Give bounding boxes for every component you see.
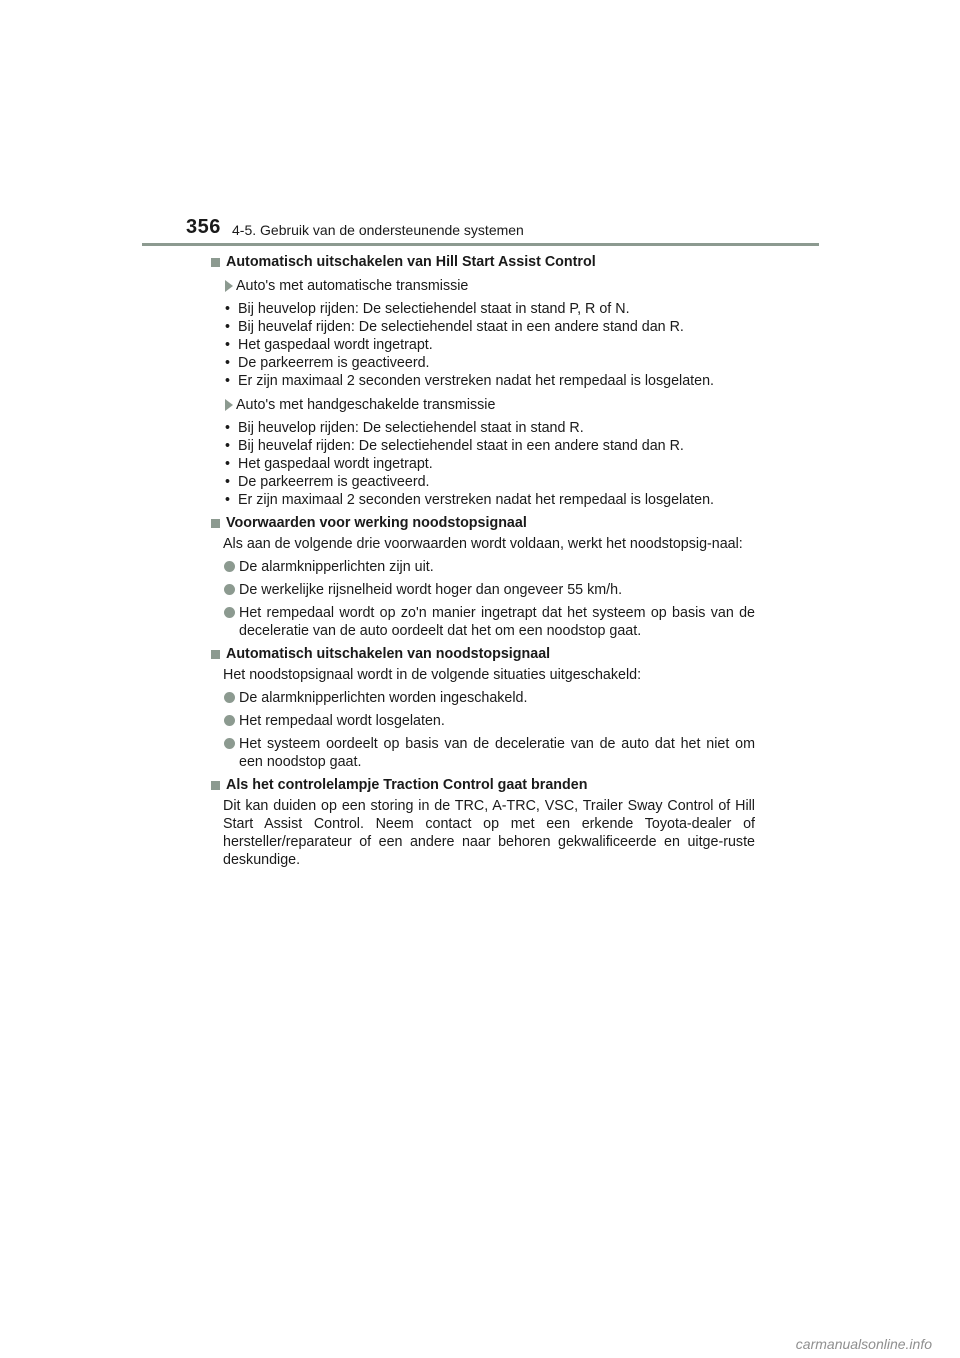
list-item-text: De alarmknipperlichten worden ingeschakeld. — [239, 690, 528, 706]
list-item: • Het gaspedaal wordt ingetrapt. — [225, 456, 433, 472]
section-title-text: Voorwaarden voor werking noodstopsignaal — [226, 515, 527, 531]
section-title-text: Als het controlelampje Traction Control gaat branden — [226, 777, 588, 793]
list-item-text: De werkelijke rijsnelheid wordt hoger dan ongeveer 55 km/h. — [239, 582, 623, 598]
square-bullet-icon — [211, 519, 220, 528]
section-body: Dit kan duiden op een storing in de TRC, A-TRC, VSC, Trailer Sway Control of Hill Start Assist Control. Neem contact op met een erkende Toyota-dealer of hersteller/reparateur of een andere naar behoren gekwalificeerde en uitge-ruste deskundige. — [223, 798, 755, 868]
section-title — [210, 776, 755, 794]
circle-bullet-icon — [224, 715, 235, 726]
list-item: • Er zijn maximaal 2 seconden verstreken nadat het rempedaal is losgelaten. — [225, 373, 715, 389]
section-traction-control-light — [210, 776, 755, 869]
triangle-right-icon — [225, 399, 233, 411]
list-item — [223, 581, 755, 599]
subheading-text: Auto's met handgeschakelde transmissie — [236, 397, 496, 413]
triangle-right-icon — [225, 280, 233, 292]
list-item-text: Er zijn maximaal 2 seconden verstreken nadat het rempedaal is losgelaten. — [238, 492, 715, 508]
chapter-title: 4-5. Gebruik van de ondersteunende systemen — [232, 222, 524, 238]
square-bullet-icon — [211, 258, 220, 267]
list-item: • Het gaspedaal wordt ingetrapt. — [225, 337, 433, 353]
list-item-text: Bij heuvelaf rijden: De selectiehendel staat in een andere stand dan R. — [238, 438, 684, 454]
page-header — [186, 216, 818, 246]
header-rule — [142, 243, 819, 246]
list-item-text: De parkeerrem is geactiveerd. — [238, 474, 430, 490]
list-item: • De parkeerrem is geactiveerd. — [225, 355, 430, 371]
list-item — [223, 689, 755, 707]
page-content — [210, 253, 755, 869]
list-item-text: Bij heuvelaf rijden: De selectiehendel staat in een andere stand dan R. — [238, 319, 684, 335]
circle-bullet-icon — [224, 584, 235, 595]
subheading — [223, 396, 755, 414]
list-item — [223, 604, 755, 640]
section-hill-start-assist — [210, 253, 755, 509]
list-item: • De parkeerrem is geactiveerd. — [225, 474, 430, 490]
list-item — [223, 735, 755, 771]
list-item-text: Het rempedaal wordt losgelaten. — [239, 713, 445, 729]
list-item-text: Het rempedaal wordt op zo'n manier ingetrapt dat het systeem op basis van de deceleratie van de auto oordeelt dat het om een noodstop gaat. — [239, 605, 755, 639]
list-item-text: De parkeerrem is geactiveerd. — [238, 355, 430, 371]
list-item-text: Er zijn maximaal 2 seconden verstreken nadat het rempedaal is losgelaten. — [238, 373, 715, 389]
list-item — [223, 558, 755, 576]
section-emergency-stop-conditions — [210, 514, 755, 640]
subheading-text: Auto's met automatische transmissie — [236, 278, 469, 294]
section-intro: Als aan de volgende drie voorwaarden wordt voldaan, werkt het noodstopsig-naal: — [223, 536, 743, 552]
square-bullet-icon — [211, 650, 220, 659]
list-item: • Bij heuvelop rijden: De selectiehendel staat in stand R. — [225, 420, 584, 436]
list-item-text: Het systeem oordeelt op basis van de deceleratie van de auto dat het niet om een noodstop gaat. — [239, 736, 755, 770]
page-number: 356 — [186, 216, 221, 238]
section-intro: Het noodstopsignaal wordt in de volgende situaties uitgeschakeld: — [223, 667, 642, 683]
square-bullet-icon — [211, 781, 220, 790]
list-item-text: De alarmknipperlichten zijn uit. — [239, 559, 434, 575]
list-item-text: Bij heuvelop rijden: De selectiehendel staat in stand R. — [238, 420, 584, 436]
list-item: • Bij heuvelaf rijden: De selectiehendel staat in een andere stand dan R. — [225, 319, 684, 335]
section-title — [210, 253, 755, 271]
circle-bullet-icon — [224, 561, 235, 572]
list-item: • Er zijn maximaal 2 seconden verstreken nadat het rempedaal is losgelaten. — [225, 492, 715, 508]
list-item-text: Het gaspedaal wordt ingetrapt. — [238, 337, 433, 353]
section-emergency-stop-off — [210, 645, 755, 771]
list-item-text: Het gaspedaal wordt ingetrapt. — [238, 456, 433, 472]
circle-bullet-icon — [224, 692, 235, 703]
section-title-text: Automatisch uitschakelen van noodstopsignaal — [226, 646, 551, 662]
circle-bullet-icon — [224, 738, 235, 749]
section-title — [210, 514, 755, 532]
circle-bullet-icon — [224, 607, 235, 618]
list-item: • Bij heuvelaf rijden: De selectiehendel staat in een andere stand dan R. — [225, 438, 684, 454]
list-item: • Bij heuvelop rijden: De selectiehendel staat in stand P, R of N. — [225, 301, 630, 317]
section-title-text: Automatisch uitschakelen van Hill Start Assist Control — [226, 254, 596, 270]
list-item — [223, 712, 755, 730]
watermark[interactable]: carmanualsonline.info — [795, 1336, 932, 1352]
subheading — [223, 277, 755, 295]
section-title — [210, 645, 755, 663]
list-item-text: Bij heuvelop rijden: De selectiehendel staat in stand P, R of N. — [238, 301, 630, 317]
